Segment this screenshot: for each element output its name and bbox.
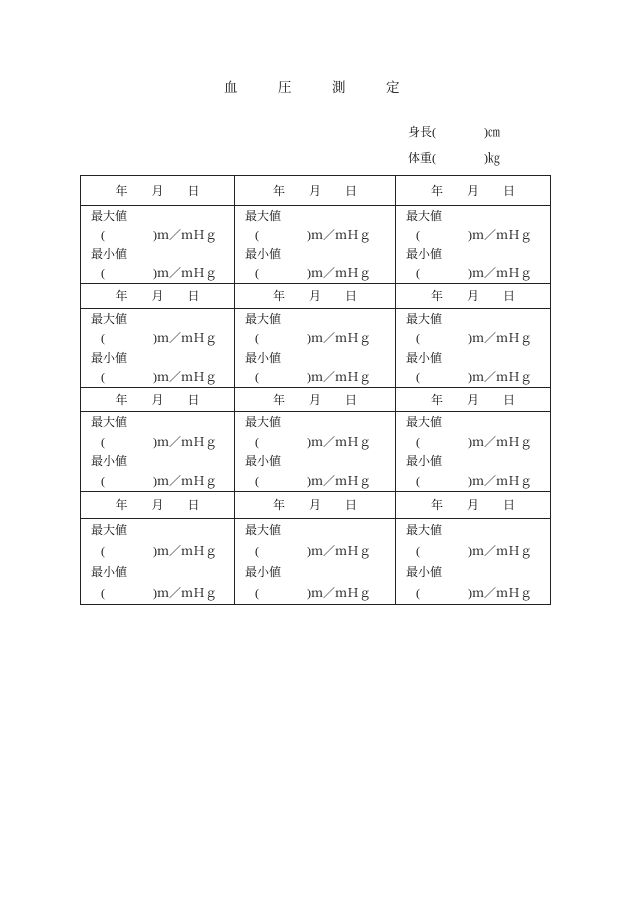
date-header-cell: 年 月 日 <box>396 388 551 412</box>
date-header-cell: 年 月 日 <box>235 388 396 412</box>
min-value-blank: ( )ｍ／ｍＨｇ <box>101 266 217 281</box>
min-value-label: 最小値 <box>245 454 282 469</box>
weight-field: 体重( )㎏ <box>408 151 500 165</box>
date-header-cell: 年 月 日 <box>81 388 235 412</box>
min-value-label: 最小値 <box>91 454 128 469</box>
min-value-blank: ( )ｍ／ｍＨｇ <box>416 586 532 601</box>
max-value-label: 最大値 <box>406 311 443 326</box>
date-header-cell: 年 月 日 <box>81 176 235 206</box>
max-value-blank: ( )ｍ／ｍＨｇ <box>255 543 371 558</box>
min-value-blank: ( )ｍ／ｍＨｇ <box>416 266 532 281</box>
reading-cell <box>396 206 551 284</box>
date-header-cell: 年 月 日 <box>396 492 551 519</box>
min-value-label: 最小値 <box>406 454 443 469</box>
max-value-label: 最大値 <box>245 414 282 429</box>
max-value-blank: ( )ｍ／ｍＨｇ <box>101 227 217 242</box>
min-value-blank: ( )ｍ／ｍＨｇ <box>101 586 217 601</box>
reading-cell <box>235 206 396 284</box>
min-value-blank: ( )ｍ／ｍＨｇ <box>416 474 532 489</box>
reading-cell <box>81 309 235 388</box>
reading-cell <box>235 519 396 605</box>
date-header-cell: 年 月 日 <box>396 284 551 309</box>
reading-cell <box>81 206 235 284</box>
date-header-cell: 年 月 日 <box>396 176 551 206</box>
min-value-label: 最小値 <box>91 350 128 365</box>
reading-cell <box>396 412 551 492</box>
min-value-blank: ( )ｍ／ｍＨｇ <box>255 370 371 385</box>
min-value-label: 最小値 <box>245 350 282 365</box>
min-value-label: 最小値 <box>406 247 443 262</box>
max-value-label: 最大値 <box>406 208 443 223</box>
reading-cell <box>396 519 551 605</box>
max-value-blank: ( )ｍ／ｍＨｇ <box>416 331 532 346</box>
max-value-blank: ( )ｍ／ｍＨｇ <box>101 543 217 558</box>
max-value-label: 最大値 <box>91 208 128 223</box>
min-value-blank: ( )ｍ／ｍＨｇ <box>416 370 532 385</box>
max-value-label: 最大値 <box>91 522 128 537</box>
date-header-cell: 年 月 日 <box>235 176 396 206</box>
min-value-blank: ( )ｍ／ｍＨｇ <box>255 266 371 281</box>
date-header-cell: 年 月 日 <box>235 284 396 309</box>
max-value-label: 最大値 <box>245 208 282 223</box>
min-value-label: 最小値 <box>245 565 282 580</box>
max-value-label: 最大値 <box>406 414 443 429</box>
reading-cell <box>235 412 396 492</box>
min-value-label: 最小値 <box>91 565 128 580</box>
max-value-blank: ( )ｍ／ｍＨｇ <box>255 227 371 242</box>
max-value-label: 最大値 <box>91 414 128 429</box>
max-value-blank: ( )ｍ／ｍＨｇ <box>416 227 532 242</box>
max-value-label: 最大値 <box>406 522 443 537</box>
max-value-blank: ( )ｍ／ｍＨｇ <box>101 331 217 346</box>
max-value-blank: ( )ｍ／ｍＨｇ <box>416 543 532 558</box>
reading-cell <box>396 309 551 388</box>
reading-cell <box>235 309 396 388</box>
blood-pressure-table <box>80 175 551 605</box>
date-header-cell: 年 月 日 <box>81 284 235 309</box>
reading-cell <box>81 412 235 492</box>
min-value-label: 最小値 <box>91 247 128 262</box>
min-value-label: 最小値 <box>245 247 282 262</box>
max-value-blank: ( )ｍ／ｍＨｇ <box>255 331 371 346</box>
page-title: 血 圧 測 定 <box>224 80 400 95</box>
max-value-blank: ( )ｍ／ｍＨｇ <box>416 434 532 449</box>
date-header-cell: 年 月 日 <box>235 492 396 519</box>
height-field: 身長( )㎝ <box>408 125 500 139</box>
min-value-blank: ( )ｍ／ｍＨｇ <box>101 474 217 489</box>
min-value-label: 最小値 <box>406 565 443 580</box>
max-value-label: 最大値 <box>245 311 282 326</box>
date-header-cell: 年 月 日 <box>81 492 235 519</box>
max-value-label: 最大値 <box>91 311 128 326</box>
min-value-label: 最小値 <box>406 350 443 365</box>
max-value-blank: ( )ｍ／ｍＨｇ <box>255 434 371 449</box>
reading-cell <box>81 519 235 605</box>
min-value-blank: ( )ｍ／ｍＨｇ <box>255 586 371 601</box>
min-value-blank: ( )ｍ／ｍＨｇ <box>255 474 371 489</box>
max-value-label: 最大値 <box>245 522 282 537</box>
max-value-blank: ( )ｍ／ｍＨｇ <box>101 434 217 449</box>
min-value-blank: ( )ｍ／ｍＨｇ <box>101 370 217 385</box>
